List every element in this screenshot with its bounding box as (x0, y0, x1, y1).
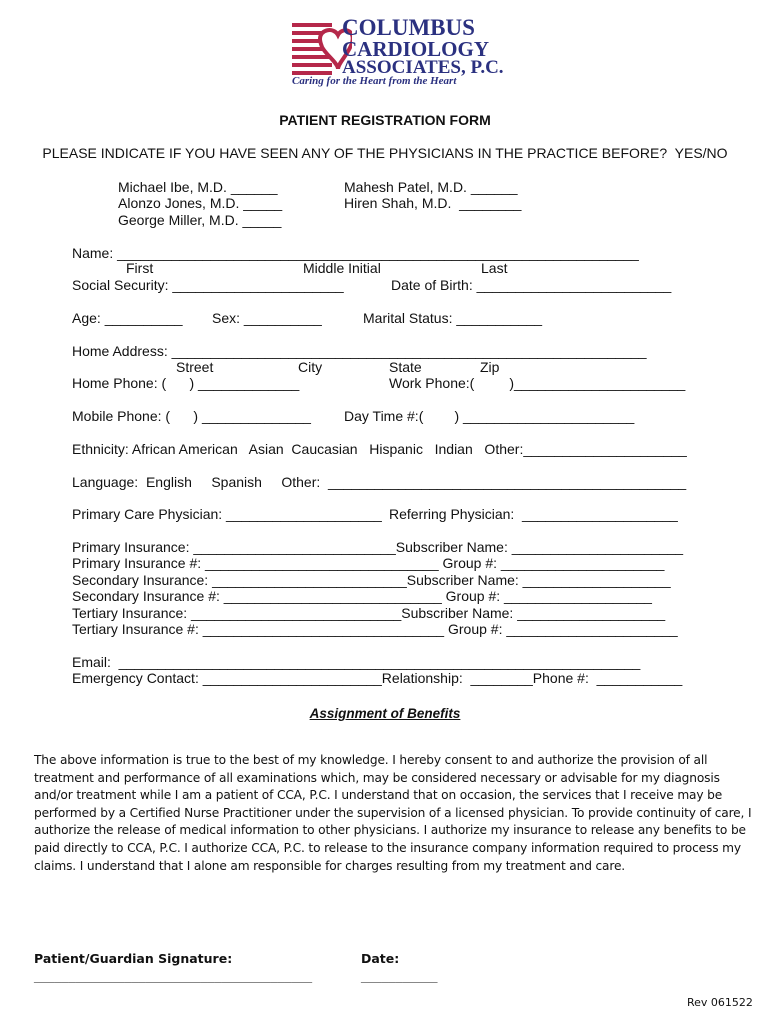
ssn-field: Social Security: ______________________ (72, 277, 344, 293)
revision-code: Rev 061522 (687, 996, 753, 1009)
language-field: Language: English Spanish Other: ______________________________________________ (72, 474, 687, 490)
first-label: First (126, 260, 154, 276)
form-title: PATIENT REGISTRATION FORM (279, 112, 491, 128)
referring-field: Referring Physician: ____________________ (389, 506, 678, 522)
company-logo (290, 15, 504, 89)
street-label: Street (176, 359, 214, 375)
date-label: Date: (361, 951, 400, 966)
consent-line: treatment and performance of all examinations which, may be considered necessary or advisable for my diagnosis (34, 770, 720, 785)
logo-line-1: COLUMBUS (342, 15, 475, 40)
secondary-insurance-number-line: Secondary Insurance #: ____________________________ Group #: ___________________ (72, 588, 652, 604)
logo-tagline: Caring for the Heart from the Heart (292, 75, 457, 87)
consent-line: and/or treatment while I am a patient of CCA, P.C. I understand that on occasion, the services that I receive may be (34, 788, 723, 803)
ethnicity-field: Ethnicity: African American Asian Caucasian Hispanic Indian Other:_____________________ (72, 441, 687, 457)
last-label: Last (481, 260, 508, 276)
email-field: Email: ___________________________________________________________________ (72, 654, 641, 670)
physician-miller: George Miller, M.D. _____ (118, 212, 282, 228)
dob-field: Date of Birth: _________________________ (391, 277, 672, 293)
name-field: Name: ___________________________________________________________________ (72, 245, 639, 261)
zip-label: Zip (480, 359, 500, 375)
state-label: State (389, 359, 422, 375)
secondary-insurance-line: Secondary Insurance: _________________________Subscriber Name: ___________________ (72, 572, 671, 588)
day-time-field: Day Time #:( ) ______________________ (344, 408, 635, 424)
logo-line-3: ASSOCIATES, P.C. (342, 57, 504, 78)
consent-line: claims. I understand that I alone am responsible for charges resulting from my treatment and care. (34, 858, 626, 873)
consent-paragraph (34, 752, 752, 875)
date-line: ___________ (361, 970, 438, 984)
consent-line: paid directly to CCA, P.C. I authorize CCA, P.C. to release to the insurance company information required to process my (34, 840, 741, 855)
home-phone-field: Home Phone: ( ) _____________ (72, 375, 300, 391)
signature-label: Patient/Guardian Signature: (34, 951, 233, 966)
mobile-phone-field: Mobile Phone: ( ) ______________ (72, 408, 311, 424)
intro-question: PLEASE INDICATE IF YOU HAVE SEEN ANY OF THE PHYSICIANS IN THE PRACTICE BEFORE? YES/NO (42, 145, 728, 161)
physician-patel: Mahesh Patel, M.D. ______ (344, 179, 518, 195)
consent-line: performed by a Certified Nurse Practitioner under the supervision of a licensed physician. To provide continuity of care, I (34, 805, 752, 820)
consent-line: authorize the release of medical information to other physicians. I authorize my insurance to release any benefits to be (34, 823, 746, 838)
work-phone-field: Work Phone:( )______________________ (389, 375, 686, 391)
tertiary-insurance-line: Tertiary Insurance: ___________________________Subscriber Name: ___________________ (72, 605, 666, 621)
physician-shah: Hiren Shah, M.D. ________ (344, 195, 522, 211)
signature-line: ________________________________________ (34, 970, 313, 984)
physician-jones: Alonzo Jones, M.D. _____ (118, 195, 283, 211)
consent-line: The above information is true to the best of my knowledge. I hereby consent to and authorize the provision of all (34, 753, 708, 767)
address-field: Home Address: _____________________________________________________________ (72, 343, 647, 359)
middle-label: Middle Initial (303, 260, 381, 276)
tertiary-insurance-number-line: Tertiary Insurance #: _______________________________ Group #: ______________________ (72, 621, 678, 637)
marital-field: Marital Status: ___________ (363, 310, 543, 326)
assignment-heading: Assignment of Benefits (309, 706, 461, 721)
emergency-contact-field: Emergency Contact: _______________________Relationship: ________Phone #: ___________ (72, 670, 683, 686)
city-label: City (298, 359, 323, 375)
physician-ibe: Michael Ibe, M.D. ______ (118, 179, 278, 195)
primary-insurance-number-line: Primary Insurance #: ______________________________ Group #: _____________________ (72, 555, 665, 571)
sex-field: Sex: __________ (212, 310, 322, 326)
primary-insurance-line: Primary Insurance: __________________________Subscriber Name: ______________________ (72, 539, 684, 555)
logo-line-2: CARDIOLOGY (342, 37, 490, 61)
pcp-field: Primary Care Physician: ____________________ (72, 506, 382, 522)
age-field: Age: __________ (72, 310, 183, 326)
